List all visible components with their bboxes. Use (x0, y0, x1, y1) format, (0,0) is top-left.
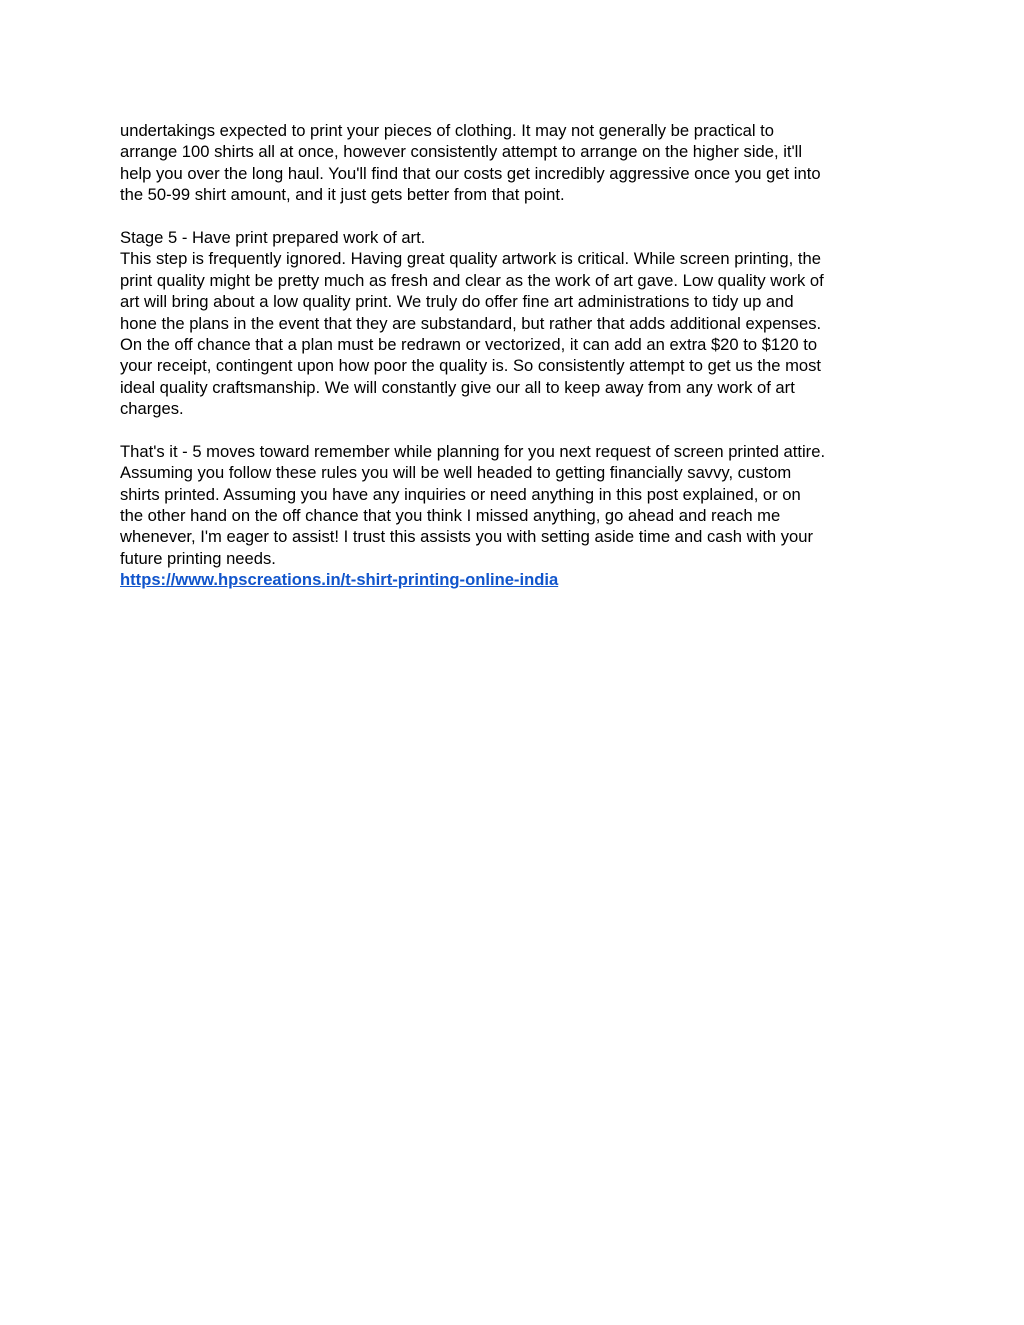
text-line: ideal quality craftsmanship. We will constantly give our all to keep away from any work of art (120, 377, 795, 397)
text-line: the 50-99 shirt amount, and it just gets better from that point. (120, 185, 565, 205)
paragraph-spacer (120, 206, 910, 227)
text-line: art will bring about a low quality print. We truly do offer fine art administrations to tidy up and (120, 292, 794, 312)
text-line: whenever, I'm eager to assist! I trust this assists you with setting aside time and cash with your (120, 527, 814, 547)
text-line: shirts printed. Assuming you have any inquiries or need anything in this post explained, or on (120, 484, 801, 504)
stage-heading: Stage 5 - Have print prepared work of art. (120, 227, 426, 247)
text-line: Assuming you follow these rules you will be well headed to getting financially savvy, custom (120, 463, 792, 483)
text-line: undertakings expected to print your pieces of clothing. It may not generally be practical to (120, 121, 774, 140)
paragraph-conclusion (120, 441, 910, 569)
text-line: print quality might be pretty much as fresh and clear as the work of art gave. Low quality work of (120, 270, 824, 290)
document-body (120, 120, 910, 591)
text-line: your receipt, contingent upon how poor the quality is. So consistently attempt to get us the most (120, 356, 822, 376)
hpscreations-link[interactable]: https://www.hpscreations.in/t-shirt-printing-online-india (120, 570, 559, 590)
paragraph-stage-5 (120, 227, 910, 420)
text-line: hone the plans in the event that they are substandard, but rather that adds additional expenses. (120, 313, 822, 333)
text-line: arrange 100 shirts all at once, however consistently attempt to arrange on the higher side, it'll (120, 142, 803, 162)
text-line: On the off chance that a plan must be redrawn or vectorized, it can add an extra $20 to $120 to (120, 334, 818, 354)
text-line: This step is frequently ignored. Having great quality artwork is critical. While screen printing, the (120, 249, 821, 269)
text-line: charges. (120, 399, 184, 419)
paragraph-spacer (120, 419, 910, 440)
text-line: future printing needs. (120, 548, 276, 568)
text-line: the other hand on the off chance that you think I missed anything, go ahead and reach me (120, 506, 781, 526)
text-line: help you over the long haul. You'll find that our costs get incredibly aggressive once you get into (120, 163, 821, 183)
paragraph-shirt-quantity (120, 120, 910, 206)
text-line: That's it - 5 moves toward remember while planning for you next request of screen printed attire. (120, 441, 826, 461)
